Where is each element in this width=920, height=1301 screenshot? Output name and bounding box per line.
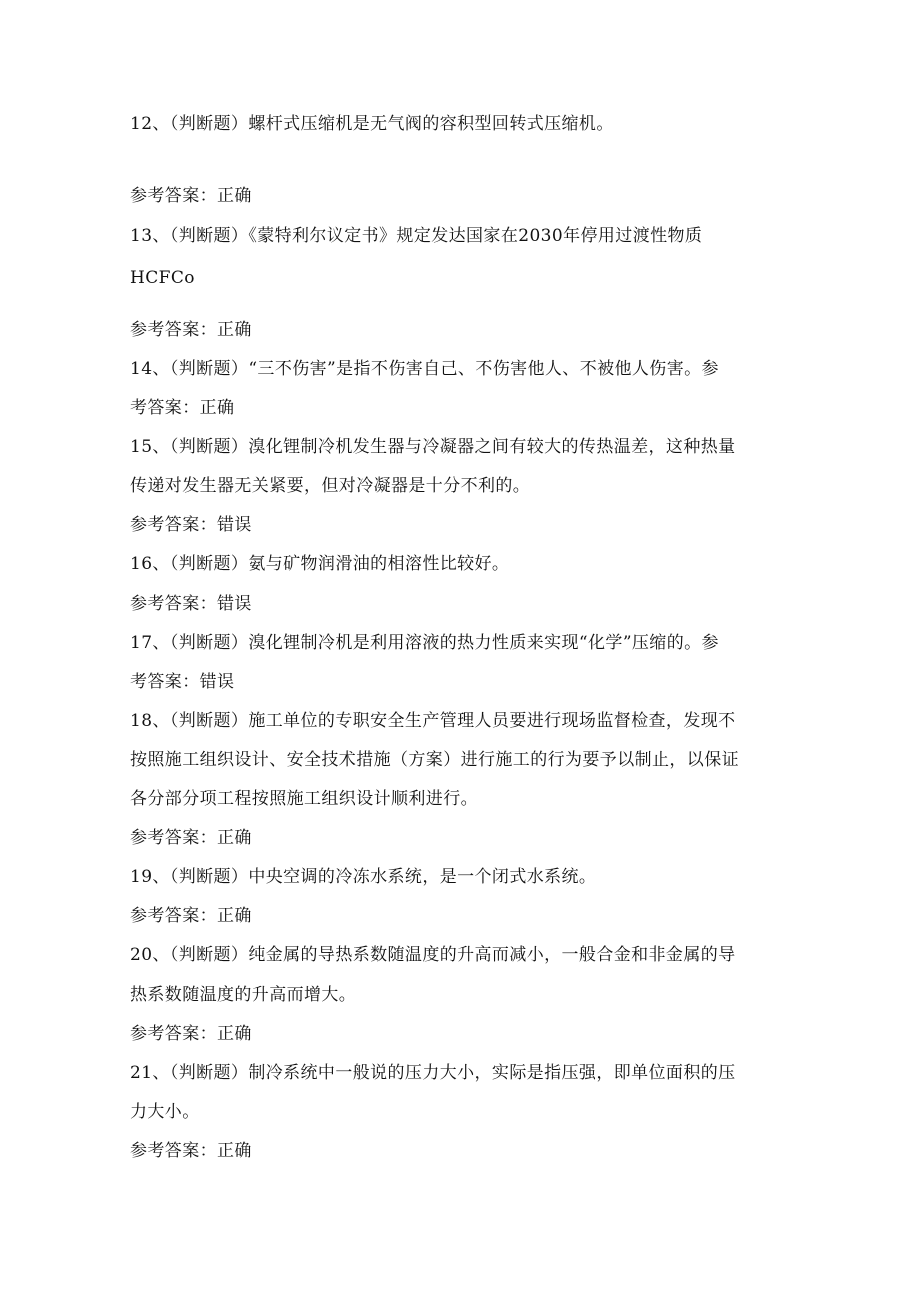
question-13-text: 13、（判断题）《蒙特利尔议定书》规定发达国家在2030年停用过渡性物质 — [130, 226, 703, 246]
question-16-text: 16、（判断题）氨与矿物润滑油的相溶性比较好。 — [130, 554, 510, 574]
question-13-text-cont: HCFCo — [130, 268, 195, 288]
question-18-text-cont-1: 按照施工组织设计、安全技术措施（方案）进行施工的行为要予以制止，以保证 — [130, 750, 739, 770]
answer-20: 参考答案：正确 — [130, 1024, 252, 1044]
question-21-text: 21、（判断题）制冷系统中一般说的压力大小，实际是指压强，即单位面积的压 — [130, 1063, 736, 1083]
question-14-text: 14、（判断题）“三不伤害”是指不伤害自己、不伤害他人、不被他人伤害。参 — [130, 359, 719, 379]
question-17-text: 17、（判断题）溴化锂制冷机是利用溶液的热力性质来实现“化学”压缩的。参 — [130, 633, 719, 653]
answer-15: 参考答案：错误 — [130, 515, 252, 535]
question-12-text: 12、（判断题）螺杆式压缩机是无气阀的容积型回转式压缩机。 — [130, 114, 614, 134]
question-19-text: 19、（判断题）中央空调的冷冻水系统，是一个闭式水系统。 — [130, 867, 597, 887]
question-18-text-cont-2: 各分部分项工程按照施工组织设计顺利进行。 — [130, 789, 478, 809]
answer-16: 参考答案：错误 — [130, 594, 252, 614]
question-15-text-cont: 传递对发生器无关紧要，但对冷凝器是十分不利的。 — [130, 476, 531, 496]
answer-13: 参考答案：正确 — [130, 320, 252, 340]
answer-19: 参考答案：正确 — [130, 906, 252, 926]
question-20-text: 20、（判断题）纯金属的导热系数随温度的升高而减小，一般合金和非金属的导 — [130, 945, 736, 965]
answer-21: 参考答案：正确 — [130, 1141, 252, 1161]
question-15-text: 15、（判断题）溴化锂制冷机发生器与冷凝器之间有较大的传热温差，这种热量 — [130, 437, 736, 457]
question-20-text-cont: 热系数随温度的升高而增大。 — [130, 985, 357, 1005]
question-18-text: 18、（判断题）施工单位的专职安全生产管理人员要进行现场监督检查，发现不 — [130, 711, 736, 731]
answer-18: 参考答案：正确 — [130, 828, 252, 848]
question-17-text-cont: 考答案：错误 — [130, 672, 235, 692]
question-14-text-cont: 考答案：正确 — [130, 398, 235, 418]
answer-12: 参考答案：正确 — [130, 186, 252, 206]
question-21-text-cont: 力大小。 — [130, 1102, 200, 1122]
